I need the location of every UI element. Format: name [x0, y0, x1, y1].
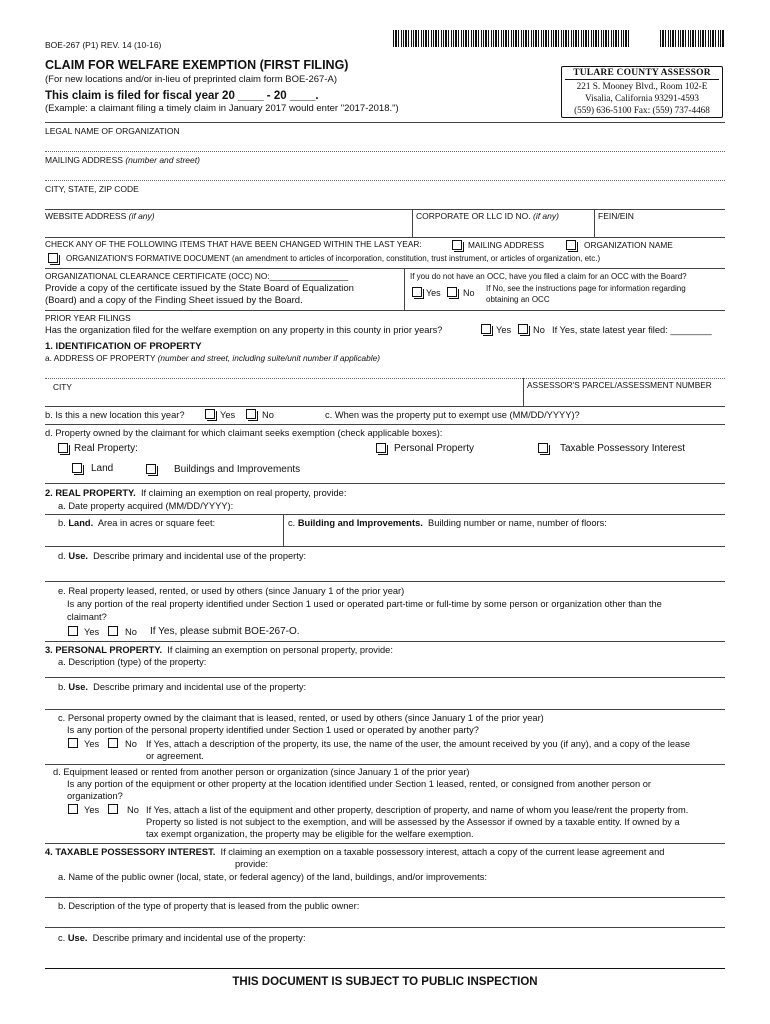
- fiscal-year-example: (Example: a claimant filing a timely claim in January 2017 would enter "2017-2018."): [45, 103, 399, 114]
- occ-no-checkbox[interactable]: [447, 287, 457, 297]
- form-subtitle: (For new locations and/or in-lieu of preprinted claim form BOE-267-A): [45, 74, 337, 85]
- equipment-leased-yes-checkbox[interactable]: [68, 804, 78, 814]
- public-owner-field[interactable]: [45, 884, 725, 896]
- real-leased-submit-note: If Yes, please submit BOE-267-O.: [150, 626, 300, 637]
- website-label: WEBSITE ADDRESS (if any): [45, 211, 155, 221]
- equipment-leased-note2: Property so listed is not subject to the exemption, and will be assessed by the Assessor if owned by a taxable entity. If owned by a: [146, 817, 680, 827]
- land-area-field[interactable]: [45, 531, 280, 544]
- personal-use-label: b. Use. Describe primary and incidental use of the property:: [58, 682, 307, 692]
- buildings-label: Buildings and Improvements: [174, 464, 301, 475]
- buildings-floors-field[interactable]: [286, 531, 723, 544]
- occ-question: If you do not have an OCC, have you filed a claim for an OCC with the Board?: [410, 272, 687, 281]
- fein-label: FEIN/EIN: [598, 211, 634, 221]
- prior-year-label: PRIOR YEAR FILINGS: [45, 313, 131, 323]
- city-state-zip-label: CITY, STATE, ZIP CODE: [45, 184, 139, 194]
- occ-label: ORGANIZATIONAL CLEARANCE CERTIFICATE (OCC) NO:_________________: [45, 271, 349, 281]
- land-area-label: b. Land. Area in acres or square feet:: [58, 518, 216, 528]
- real-leased-line3: claimant?: [67, 612, 107, 622]
- occ-yes-label: Yes: [426, 288, 441, 298]
- corp-id-label: CORPORATE OR LLC ID NO. (if any): [416, 211, 559, 221]
- real-leased-yes-label: Yes: [84, 627, 100, 637]
- buildings-checkbox[interactable]: [146, 464, 156, 474]
- fein-field[interactable]: [596, 222, 724, 235]
- equipment-leased-no-label: No: [127, 805, 139, 815]
- equipment-leased-no-checkbox[interactable]: [108, 804, 118, 814]
- occ-no-label: No: [463, 288, 475, 298]
- barcode: [393, 30, 630, 47]
- new-location-yes-label: Yes: [220, 410, 236, 420]
- taxable-possessory-label: Taxable Possessory Interest: [560, 443, 686, 454]
- city-state-zip-field[interactable]: [45, 195, 725, 207]
- personal-leased-line2: Is any portion of the personal property identified under Section 1 used or operated by another party?: [67, 725, 479, 735]
- equipment-leased-line3: organization?: [67, 791, 123, 801]
- occ-number-field[interactable]: [270, 270, 370, 281]
- real-leased-line2: Is any portion of the real property identified under Section 1 used or operated part-time or full-time by some person or organization other than the: [67, 599, 662, 609]
- org-name-changed-label: ORGANIZATION NAME: [584, 240, 673, 250]
- section2-heading: 2. REAL PROPERTY. If claiming an exemption on real property, provide:: [45, 488, 347, 498]
- personal-use-field[interactable]: [45, 694, 725, 706]
- prior-no-label: No: [533, 325, 545, 335]
- formative-doc-changed-checkbox[interactable]: [48, 253, 58, 263]
- land-checkbox[interactable]: [72, 463, 82, 473]
- real-use-label: d. Use. Describe primary and incidental use of the property:: [58, 551, 307, 561]
- form-title: CLAIM FOR WELFARE EXEMPTION (FIRST FILING): [45, 58, 349, 72]
- property-city-label: CITY: [53, 382, 72, 392]
- section4-heading: 4. TAXABLE POSSESSORY INTEREST. If claiming an exemption on a taxable possessory interest, attach a copy of the current lease agreement and: [45, 847, 665, 857]
- buildings-floors-label: c. Building and Improvements. Building number or name, number of floors:: [288, 518, 607, 528]
- assessor-address2: Visalia, California 93291-4593: [584, 93, 699, 103]
- personal-leased-yes-checkbox[interactable]: [68, 738, 78, 748]
- personal-leased-yes-label: Yes: [84, 739, 100, 749]
- prior-yes-checkbox[interactable]: [481, 324, 491, 334]
- apn-field[interactable]: [526, 393, 724, 404]
- possessory-use-label: c. Use. Describe primary and incidental use of the property:: [58, 933, 306, 943]
- occ-provide-line2: (Board) and a copy of the Finding Sheet issued by the Board.: [45, 295, 303, 306]
- personal-leased-note2: or agreement.: [146, 751, 204, 761]
- public-inspection-footer: THIS DOCUMENT IS SUBJECT TO PUBLIC INSPECTION: [232, 976, 538, 988]
- corp-id-field[interactable]: [414, 222, 592, 235]
- fiscal-year-line: This claim is filed for fiscal year 20 ____ - 20 ____.: [45, 90, 319, 102]
- personal-leased-no-checkbox[interactable]: [108, 738, 118, 748]
- property-city-field[interactable]: [45, 393, 520, 404]
- prior-no-checkbox[interactable]: [518, 324, 528, 334]
- real-property-label: Real Property:: [74, 443, 138, 454]
- legal-name-label: LEGAL NAME OF ORGANIZATION: [45, 126, 180, 136]
- section1-heading: 1. IDENTIFICATION OF PROPERTY: [45, 341, 202, 352]
- new-location-no-checkbox[interactable]: [246, 409, 256, 419]
- taxable-possessory-checkbox[interactable]: [538, 443, 548, 453]
- possessory-use-field[interactable]: [45, 945, 725, 965]
- occ-yes-checkbox[interactable]: [412, 287, 422, 297]
- leased-property-type-field[interactable]: [45, 913, 725, 925]
- prior-year-question: Has the organization filed for the welfare exemption on any property in this county in prior years?: [45, 325, 443, 335]
- public-owner-label: a. Name of the public owner (local, state, or federal agency) of the land, buildings, and/or improvements:: [58, 872, 487, 882]
- date-acquired-label: a. Date property acquired (MM/DD/YYYY):: [58, 501, 234, 511]
- mailing-address-field[interactable]: [45, 166, 725, 178]
- new-location-no-label: No: [262, 410, 274, 420]
- equipment-leased-yes-label: Yes: [84, 805, 100, 815]
- date-acquired-field[interactable]: [252, 500, 722, 511]
- occ-no-note2: obtaining an OCC: [486, 295, 550, 304]
- apn-label: ASSESSOR'S PARCEL/ASSESSMENT NUMBER: [527, 380, 712, 390]
- real-leased-no-checkbox[interactable]: [108, 626, 118, 636]
- website-field[interactable]: [45, 222, 410, 235]
- real-leased-yes-checkbox[interactable]: [68, 626, 78, 636]
- equipment-leased-line2: Is any portion of the equipment or other property at the location identified under Section 1 leased, rented, or consigned from another person or: [67, 779, 651, 789]
- assessor-name: TULARE COUNTY ASSESSOR: [565, 67, 719, 80]
- leased-property-type-label: b. Description of the type of property that is leased from the public owner:: [58, 901, 360, 911]
- real-leased-line1: e. Real property leased, rented, or used by others (since January 1 of the prior year): [58, 586, 405, 596]
- assessor-address1: 221 S. Mooney Blvd., Room 102-E: [576, 81, 708, 91]
- land-label: Land: [91, 463, 114, 474]
- equipment-leased-note1: If Yes, attach a list of the equipment and other property, description of property, and name of whom you lease/rent the property from.: [146, 805, 689, 815]
- legal-name-field[interactable]: [45, 137, 725, 149]
- personal-property-checkbox[interactable]: [376, 443, 386, 453]
- barcode-short: [660, 30, 724, 47]
- real-use-field[interactable]: [45, 562, 725, 578]
- section4-heading-cont: provide:: [235, 859, 269, 869]
- mailing-address-label: MAILING ADDRESS (number and street): [45, 155, 200, 165]
- property-owned-question: d. Property owned by the claimant for which claimant seeks exemption (check applicable boxes):: [45, 428, 443, 438]
- prior-latest-year-field[interactable]: [682, 324, 724, 335]
- new-location-yes-checkbox[interactable]: [205, 409, 215, 419]
- section3-heading: 3. PERSONAL PROPERTY. If claiming an exemption on personal property, provide:: [45, 645, 393, 655]
- occ-no-note1: If No, see the instructions page for information regarding: [486, 284, 686, 293]
- mailing-address-changed-checkbox[interactable]: [452, 240, 462, 250]
- org-name-changed-checkbox[interactable]: [566, 240, 576, 250]
- property-address-label: a. ADDRESS OF PROPERTY (number and street, including suite/unit number if applicable): [45, 353, 380, 363]
- exempt-use-date-field[interactable]: [605, 409, 723, 420]
- exempt-use-date-question: c. When was the property put to exempt use (MM/DD/YYYY)?: [325, 410, 580, 420]
- personal-leased-line1: c. Personal property owned by the claimant that is leased, rented, or used by others (since January 1 of the prior year): [58, 713, 544, 723]
- form-number: BOE-267 (P1) REV. 14 (10-16): [45, 40, 162, 50]
- mailing-address-changed-label: MAILING ADDRESS: [468, 240, 545, 250]
- personal-leased-note1: If Yes, attach a description of the property, its use, the name of the user, the amount received by you (if any), and a copy of the lease: [146, 739, 691, 749]
- prior-latest-year: If Yes, state latest year filed: ________: [552, 325, 712, 335]
- real-property-checkbox[interactable]: [58, 443, 68, 453]
- assessor-phone: (559) 636-5100 Fax: (559) 737-4468: [574, 105, 710, 115]
- assessor-box: [561, 66, 723, 118]
- new-location-question: b. Is this a new location this year?: [45, 410, 185, 420]
- changes-prompt: CHECK ANY OF THE FOLLOWING ITEMS THAT HAVE BEEN CHANGED WITHIN THE LAST YEAR:: [45, 239, 422, 249]
- personal-desc-label: a. Description (type) of the property:: [58, 657, 207, 667]
- personal-property-label: Personal Property: [394, 443, 475, 454]
- equipment-leased-line1: d. Equipment leased or rented from another person or organization (since January 1 of the prior year): [53, 767, 470, 777]
- real-leased-no-label: No: [125, 627, 137, 637]
- prior-yes-label: Yes: [496, 325, 512, 335]
- formative-doc-changed-label: ORGANIZATION'S FORMATIVE DOCUMENT (an amendment to articles of incorporation, constitution, trust instrument, or articles of organization, etc.): [66, 254, 601, 263]
- personal-leased-no-label: No: [125, 739, 137, 749]
- personal-desc-field[interactable]: [45, 668, 725, 676]
- occ-provide-line1: Provide a copy of the certificate issued by the State Board of Equalization: [45, 283, 354, 294]
- property-address-field[interactable]: [45, 364, 725, 376]
- equipment-leased-note3: tax exempt organization, the property may be eligible for the welfare exemption.: [146, 829, 474, 839]
